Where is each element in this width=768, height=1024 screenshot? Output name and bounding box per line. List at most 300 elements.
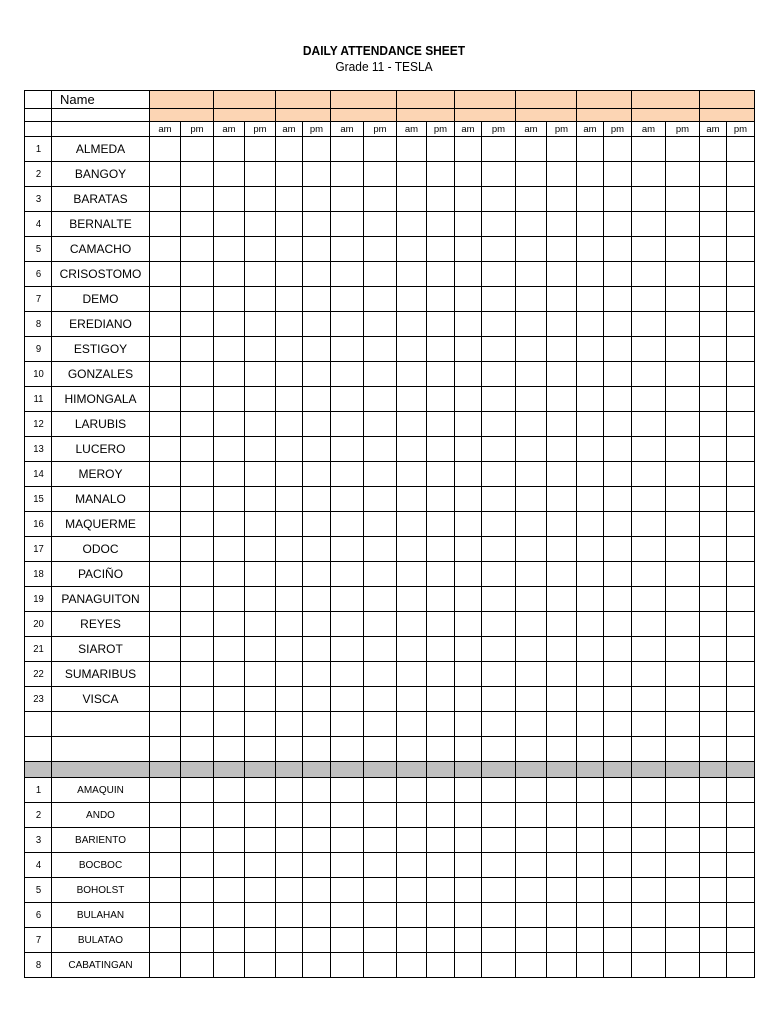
attendance-cell[interactable] [482, 612, 516, 637]
attendance-cell[interactable] [181, 337, 214, 362]
attendance-cell[interactable] [214, 928, 245, 953]
attendance-cell[interactable] [150, 462, 181, 487]
attendance-cell[interactable] [547, 512, 577, 537]
attendance-cell[interactable] [364, 853, 397, 878]
attendance-cell[interactable] [427, 928, 455, 953]
attendance-cell[interactable] [577, 853, 604, 878]
attendance-cell[interactable] [632, 903, 666, 928]
attendance-cell[interactable] [516, 412, 547, 437]
attendance-cell[interactable] [604, 662, 632, 687]
attendance-cell[interactable] [397, 287, 427, 312]
attendance-cell[interactable] [547, 362, 577, 387]
attendance-cell[interactable] [516, 587, 547, 612]
attendance-cell[interactable] [516, 137, 547, 162]
attendance-cell[interactable] [482, 928, 516, 953]
attendance-cell[interactable] [331, 778, 364, 803]
attendance-cell[interactable] [577, 803, 604, 828]
attendance-cell[interactable] [181, 237, 214, 262]
attendance-cell[interactable] [214, 412, 245, 437]
attendance-cell[interactable] [455, 828, 482, 853]
attendance-cell[interactable] [364, 462, 397, 487]
attendance-cell[interactable] [604, 637, 632, 662]
attendance-cell[interactable] [181, 262, 214, 287]
attendance-cell[interactable] [547, 803, 577, 828]
attendance-cell[interactable] [666, 903, 700, 928]
attendance-cell[interactable] [516, 387, 547, 412]
attendance-cell[interactable] [577, 237, 604, 262]
attendance-cell[interactable] [455, 362, 482, 387]
attendance-cell[interactable] [547, 462, 577, 487]
attendance-cell[interactable] [276, 462, 303, 487]
attendance-cell[interactable] [331, 187, 364, 212]
attendance-cell[interactable] [482, 387, 516, 412]
attendance-cell[interactable] [276, 437, 303, 462]
attendance-cell[interactable] [181, 387, 214, 412]
attendance-cell[interactable] [245, 637, 276, 662]
attendance-cell[interactable] [427, 162, 455, 187]
attendance-cell[interactable] [364, 262, 397, 287]
attendance-cell[interactable] [577, 828, 604, 853]
attendance-cell[interactable] [214, 687, 245, 712]
attendance-cell[interactable] [181, 803, 214, 828]
attendance-cell[interactable] [604, 362, 632, 387]
attendance-cell[interactable] [245, 853, 276, 878]
attendance-cell[interactable] [427, 828, 455, 853]
attendance-cell[interactable] [455, 437, 482, 462]
attendance-cell[interactable] [181, 828, 214, 853]
attendance-cell[interactable] [397, 237, 427, 262]
attendance-cell[interactable] [482, 687, 516, 712]
attendance-cell[interactable] [727, 562, 755, 587]
attendance-cell[interactable] [397, 187, 427, 212]
attendance-cell[interactable] [303, 662, 331, 687]
attendance-cell[interactable] [455, 662, 482, 687]
attendance-cell[interactable] [666, 287, 700, 312]
attendance-cell[interactable] [632, 312, 666, 337]
attendance-cell[interactable] [727, 187, 755, 212]
attendance-cell[interactable] [181, 362, 214, 387]
attendance-cell[interactable] [727, 828, 755, 853]
attendance-cell[interactable] [516, 312, 547, 337]
attendance-cell[interactable] [214, 662, 245, 687]
attendance-cell[interactable] [455, 928, 482, 953]
attendance-cell[interactable] [427, 237, 455, 262]
attendance-cell[interactable] [482, 537, 516, 562]
attendance-cell[interactable] [245, 778, 276, 803]
attendance-cell[interactable] [364, 537, 397, 562]
attendance-cell[interactable] [666, 162, 700, 187]
attendance-cell[interactable] [547, 587, 577, 612]
attendance-cell[interactable] [547, 337, 577, 362]
attendance-cell[interactable] [397, 537, 427, 562]
attendance-cell[interactable] [245, 487, 276, 512]
attendance-cell[interactable] [150, 437, 181, 462]
attendance-cell[interactable] [666, 587, 700, 612]
attendance-cell[interactable] [482, 828, 516, 853]
attendance-cell[interactable] [604, 337, 632, 362]
attendance-cell[interactable] [632, 362, 666, 387]
attendance-cell[interactable] [364, 337, 397, 362]
attendance-cell[interactable] [666, 212, 700, 237]
attendance-cell[interactable] [577, 287, 604, 312]
attendance-cell[interactable] [666, 687, 700, 712]
attendance-cell[interactable] [214, 953, 245, 978]
attendance-cell[interactable] [331, 412, 364, 437]
attendance-cell[interactable] [150, 162, 181, 187]
attendance-cell[interactable] [604, 878, 632, 903]
attendance-cell[interactable] [276, 778, 303, 803]
attendance-cell[interactable] [455, 612, 482, 637]
attendance-cell[interactable] [516, 362, 547, 387]
attendance-cell[interactable] [547, 487, 577, 512]
attendance-cell[interactable] [482, 137, 516, 162]
attendance-cell[interactable] [577, 162, 604, 187]
attendance-cell[interactable] [455, 803, 482, 828]
attendance-cell[interactable] [632, 137, 666, 162]
attendance-cell[interactable] [397, 828, 427, 853]
attendance-cell[interactable] [364, 162, 397, 187]
attendance-cell[interactable] [181, 903, 214, 928]
attendance-cell[interactable] [455, 387, 482, 412]
attendance-cell[interactable] [331, 928, 364, 953]
attendance-cell[interactable] [516, 487, 547, 512]
attendance-cell[interactable] [727, 387, 755, 412]
attendance-cell[interactable] [700, 437, 727, 462]
attendance-cell[interactable] [632, 437, 666, 462]
attendance-cell[interactable] [455, 878, 482, 903]
attendance-cell[interactable] [577, 387, 604, 412]
attendance-cell[interactable] [604, 903, 632, 928]
attendance-cell[interactable] [547, 212, 577, 237]
attendance-cell[interactable] [331, 137, 364, 162]
attendance-cell[interactable] [632, 562, 666, 587]
attendance-cell[interactable] [214, 462, 245, 487]
attendance-cell[interactable] [727, 237, 755, 262]
attendance-cell[interactable] [303, 337, 331, 362]
attendance-cell[interactable] [303, 162, 331, 187]
attendance-cell[interactable] [331, 212, 364, 237]
attendance-cell[interactable] [276, 362, 303, 387]
attendance-cell[interactable] [666, 137, 700, 162]
attendance-cell[interactable] [276, 828, 303, 853]
attendance-cell[interactable] [214, 537, 245, 562]
attendance-cell[interactable] [303, 512, 331, 537]
attendance-cell[interactable] [516, 687, 547, 712]
attendance-cell[interactable] [397, 137, 427, 162]
attendance-cell[interactable] [181, 537, 214, 562]
attendance-cell[interactable] [303, 362, 331, 387]
attendance-cell[interactable] [245, 412, 276, 437]
attendance-cell[interactable] [632, 612, 666, 637]
attendance-cell[interactable] [276, 587, 303, 612]
attendance-cell[interactable] [577, 778, 604, 803]
attendance-cell[interactable] [397, 387, 427, 412]
attendance-cell[interactable] [700, 828, 727, 853]
attendance-cell[interactable] [150, 412, 181, 437]
attendance-cell[interactable] [700, 687, 727, 712]
attendance-cell[interactable] [331, 903, 364, 928]
attendance-cell[interactable] [666, 462, 700, 487]
attendance-cell[interactable] [397, 162, 427, 187]
attendance-cell[interactable] [727, 903, 755, 928]
attendance-cell[interactable] [666, 262, 700, 287]
attendance-cell[interactable] [303, 487, 331, 512]
attendance-cell[interactable] [331, 262, 364, 287]
attendance-cell[interactable] [604, 512, 632, 537]
attendance-cell[interactable] [331, 237, 364, 262]
attendance-cell[interactable] [604, 803, 632, 828]
attendance-cell[interactable] [547, 778, 577, 803]
attendance-cell[interactable] [427, 412, 455, 437]
attendance-cell[interactable] [331, 337, 364, 362]
attendance-cell[interactable] [700, 337, 727, 362]
attendance-cell[interactable] [181, 637, 214, 662]
attendance-cell[interactable] [397, 903, 427, 928]
attendance-cell[interactable] [150, 337, 181, 362]
attendance-cell[interactable] [214, 512, 245, 537]
attendance-cell[interactable] [427, 878, 455, 903]
attendance-cell[interactable] [303, 778, 331, 803]
attendance-cell[interactable] [516, 828, 547, 853]
attendance-cell[interactable] [516, 162, 547, 187]
attendance-cell[interactable] [666, 362, 700, 387]
attendance-cell[interactable] [427, 662, 455, 687]
attendance-cell[interactable] [516, 287, 547, 312]
attendance-cell[interactable] [427, 778, 455, 803]
attendance-cell[interactable] [276, 928, 303, 953]
attendance-cell[interactable] [666, 637, 700, 662]
attendance-cell[interactable] [331, 612, 364, 637]
attendance-cell[interactable] [727, 778, 755, 803]
attendance-cell[interactable] [303, 562, 331, 587]
attendance-cell[interactable] [331, 803, 364, 828]
attendance-cell[interactable] [482, 512, 516, 537]
attendance-cell[interactable] [364, 903, 397, 928]
attendance-cell[interactable] [632, 878, 666, 903]
attendance-cell[interactable] [604, 953, 632, 978]
attendance-cell[interactable] [150, 137, 181, 162]
attendance-cell[interactable] [181, 287, 214, 312]
attendance-cell[interactable] [364, 778, 397, 803]
attendance-cell[interactable] [727, 662, 755, 687]
attendance-cell[interactable] [427, 387, 455, 412]
attendance-cell[interactable] [700, 878, 727, 903]
attendance-cell[interactable] [427, 437, 455, 462]
attendance-cell[interactable] [455, 262, 482, 287]
attendance-cell[interactable] [276, 312, 303, 337]
attendance-cell[interactable] [245, 512, 276, 537]
attendance-cell[interactable] [482, 187, 516, 212]
attendance-cell[interactable] [427, 262, 455, 287]
attendance-cell[interactable] [632, 387, 666, 412]
attendance-cell[interactable] [427, 587, 455, 612]
attendance-cell[interactable] [482, 437, 516, 462]
attendance-cell[interactable] [427, 512, 455, 537]
attendance-cell[interactable] [547, 878, 577, 903]
attendance-cell[interactable] [666, 387, 700, 412]
attendance-cell[interactable] [397, 312, 427, 337]
attendance-cell[interactable] [632, 537, 666, 562]
attendance-cell[interactable] [666, 662, 700, 687]
attendance-cell[interactable] [577, 262, 604, 287]
attendance-cell[interactable] [516, 262, 547, 287]
attendance-cell[interactable] [245, 362, 276, 387]
attendance-cell[interactable] [727, 312, 755, 337]
attendance-cell[interactable] [181, 953, 214, 978]
attendance-cell[interactable] [727, 687, 755, 712]
attendance-cell[interactable] [214, 312, 245, 337]
attendance-cell[interactable] [632, 587, 666, 612]
attendance-cell[interactable] [181, 512, 214, 537]
attendance-cell[interactable] [214, 903, 245, 928]
attendance-cell[interactable] [727, 928, 755, 953]
attendance-cell[interactable] [245, 953, 276, 978]
attendance-cell[interactable] [604, 537, 632, 562]
attendance-cell[interactable] [727, 878, 755, 903]
attendance-cell[interactable] [331, 953, 364, 978]
attendance-cell[interactable] [397, 853, 427, 878]
attendance-cell[interactable] [245, 662, 276, 687]
attendance-cell[interactable] [181, 137, 214, 162]
attendance-cell[interactable] [427, 462, 455, 487]
attendance-cell[interactable] [666, 562, 700, 587]
attendance-cell[interactable] [364, 487, 397, 512]
attendance-cell[interactable] [727, 412, 755, 437]
attendance-cell[interactable] [727, 362, 755, 387]
attendance-cell[interactable] [427, 312, 455, 337]
attendance-cell[interactable] [666, 487, 700, 512]
attendance-cell[interactable] [700, 312, 727, 337]
attendance-cell[interactable] [181, 562, 214, 587]
attendance-cell[interactable] [397, 928, 427, 953]
attendance-cell[interactable] [245, 387, 276, 412]
attendance-cell[interactable] [303, 237, 331, 262]
attendance-cell[interactable] [150, 212, 181, 237]
attendance-cell[interactable] [547, 612, 577, 637]
attendance-cell[interactable] [632, 662, 666, 687]
attendance-cell[interactable] [547, 853, 577, 878]
attendance-cell[interactable] [364, 187, 397, 212]
attendance-cell[interactable] [303, 878, 331, 903]
attendance-cell[interactable] [482, 803, 516, 828]
attendance-cell[interactable] [547, 437, 577, 462]
attendance-cell[interactable] [516, 462, 547, 487]
attendance-cell[interactable] [666, 853, 700, 878]
attendance-cell[interactable] [604, 462, 632, 487]
attendance-cell[interactable] [455, 853, 482, 878]
attendance-cell[interactable] [331, 828, 364, 853]
attendance-cell[interactable] [214, 162, 245, 187]
attendance-cell[interactable] [666, 187, 700, 212]
attendance-cell[interactable] [577, 487, 604, 512]
attendance-cell[interactable] [482, 587, 516, 612]
attendance-cell[interactable] [577, 687, 604, 712]
attendance-cell[interactable] [547, 562, 577, 587]
attendance-cell[interactable] [427, 137, 455, 162]
attendance-cell[interactable] [181, 928, 214, 953]
attendance-cell[interactable] [364, 803, 397, 828]
attendance-cell[interactable] [214, 803, 245, 828]
attendance-cell[interactable] [700, 512, 727, 537]
attendance-cell[interactable] [364, 512, 397, 537]
attendance-cell[interactable] [303, 312, 331, 337]
attendance-cell[interactable] [482, 162, 516, 187]
attendance-cell[interactable] [427, 487, 455, 512]
attendance-cell[interactable] [303, 953, 331, 978]
attendance-cell[interactable] [364, 587, 397, 612]
attendance-cell[interactable] [150, 237, 181, 262]
attendance-cell[interactable] [245, 562, 276, 587]
attendance-cell[interactable] [547, 262, 577, 287]
attendance-cell[interactable] [276, 337, 303, 362]
attendance-cell[interactable] [214, 878, 245, 903]
attendance-cell[interactable] [181, 412, 214, 437]
attendance-cell[interactable] [516, 537, 547, 562]
attendance-cell[interactable] [547, 412, 577, 437]
attendance-cell[interactable] [245, 462, 276, 487]
attendance-cell[interactable] [727, 587, 755, 612]
attendance-cell[interactable] [397, 462, 427, 487]
attendance-cell[interactable] [214, 212, 245, 237]
attendance-cell[interactable] [604, 562, 632, 587]
attendance-cell[interactable] [666, 512, 700, 537]
attendance-cell[interactable] [181, 212, 214, 237]
attendance-cell[interactable] [214, 612, 245, 637]
attendance-cell[interactable] [245, 187, 276, 212]
attendance-cell[interactable] [577, 903, 604, 928]
attendance-cell[interactable] [700, 612, 727, 637]
attendance-cell[interactable] [214, 287, 245, 312]
attendance-cell[interactable] [547, 687, 577, 712]
attendance-cell[interactable] [427, 953, 455, 978]
attendance-cell[interactable] [150, 687, 181, 712]
attendance-cell[interactable] [276, 162, 303, 187]
attendance-cell[interactable] [181, 778, 214, 803]
attendance-cell[interactable] [666, 437, 700, 462]
attendance-cell[interactable] [727, 137, 755, 162]
attendance-cell[interactable] [303, 587, 331, 612]
attendance-cell[interactable] [666, 312, 700, 337]
attendance-cell[interactable] [303, 187, 331, 212]
attendance-cell[interactable] [214, 387, 245, 412]
attendance-cell[interactable] [303, 137, 331, 162]
attendance-cell[interactable] [214, 187, 245, 212]
attendance-cell[interactable] [364, 212, 397, 237]
attendance-cell[interactable] [181, 187, 214, 212]
attendance-cell[interactable] [577, 928, 604, 953]
attendance-cell[interactable] [364, 953, 397, 978]
attendance-cell[interactable] [700, 637, 727, 662]
attendance-cell[interactable] [547, 312, 577, 337]
attendance-cell[interactable] [364, 412, 397, 437]
attendance-cell[interactable] [632, 928, 666, 953]
attendance-cell[interactable] [604, 778, 632, 803]
attendance-cell[interactable] [666, 237, 700, 262]
attendance-cell[interactable] [150, 537, 181, 562]
attendance-cell[interactable] [482, 312, 516, 337]
attendance-cell[interactable] [245, 803, 276, 828]
attendance-cell[interactable] [666, 878, 700, 903]
attendance-cell[interactable] [397, 687, 427, 712]
attendance-cell[interactable] [303, 687, 331, 712]
attendance-cell[interactable] [727, 537, 755, 562]
attendance-cell[interactable] [700, 803, 727, 828]
attendance-cell[interactable] [276, 187, 303, 212]
attendance-cell[interactable] [245, 612, 276, 637]
attendance-cell[interactable] [632, 853, 666, 878]
attendance-cell[interactable] [482, 462, 516, 487]
attendance-cell[interactable] [364, 362, 397, 387]
